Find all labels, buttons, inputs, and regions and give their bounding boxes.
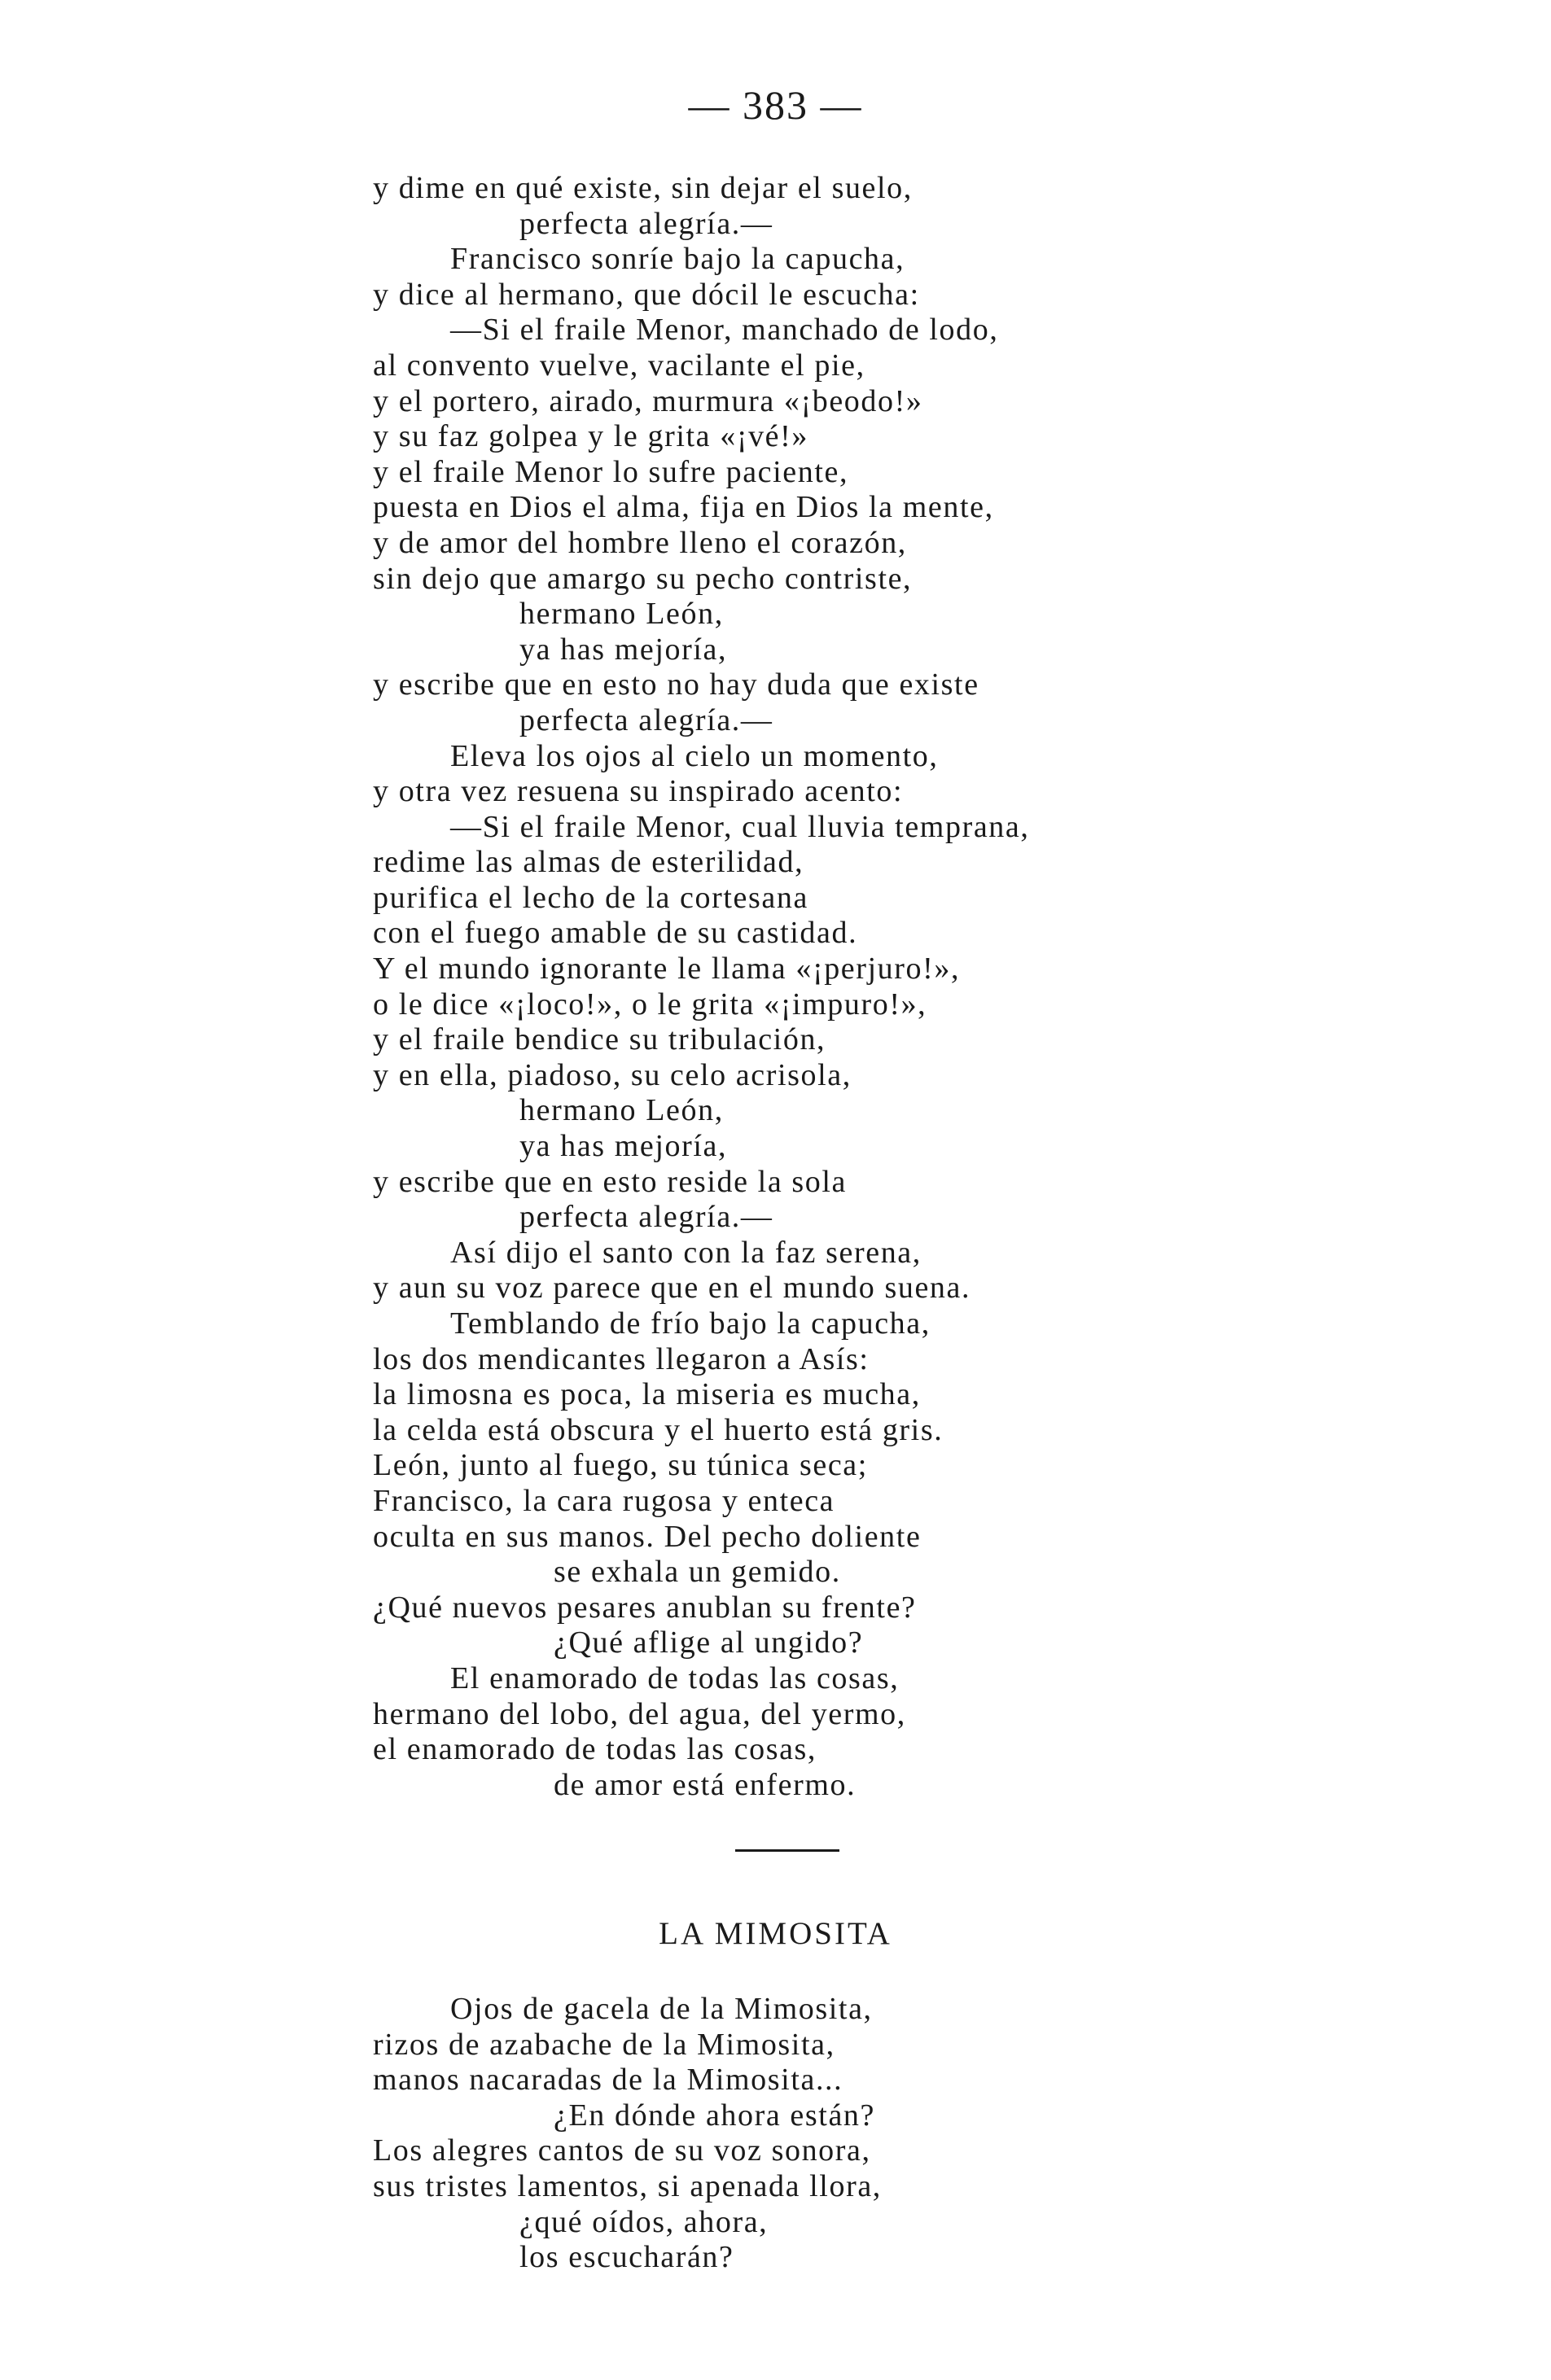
section-divider <box>735 1849 839 1852</box>
verse-line: puesta en Dios el alma, fija en Dios la mente, <box>373 490 994 525</box>
verse-line: —Si el fraile Menor, cual lluvia temprana, <box>450 809 1030 844</box>
verse-line: y escribe que en esto reside la sola <box>373 1164 848 1199</box>
verse-line: Francisco, la cara rugosa y enteca <box>373 1483 835 1518</box>
verse-line: la limosna es poca, la miseria es mucha, <box>373 1377 921 1412</box>
verse-line: rizos de azabache de la Mimosita, <box>373 2027 835 2062</box>
verse-line: perfecta alegría.— <box>519 1200 773 1235</box>
verse-line: y dice al hermano, que dócil le escucha: <box>373 277 920 312</box>
verse-line: y aun su voz parece que en el mundo suena. <box>373 1271 971 1306</box>
verse-line: la celda está obscura y el huerto está gris. <box>373 1412 944 1447</box>
section-title: LA MIMOSITA <box>659 1916 892 1951</box>
verse-line: hermano León, <box>519 1093 724 1128</box>
verse-line: Eleva los ojos al cielo un momento, <box>450 738 939 773</box>
verse-line: Los alegres cantos de su voz sonora, <box>373 2133 871 2168</box>
verse-line: y su faz golpea y le grita «¡vé!» <box>373 419 808 454</box>
page-number: — 383 — <box>688 82 863 128</box>
verse-line: y en ella, piadoso, su celo acrisola, <box>373 1057 852 1092</box>
verse-line: se exhala un gemido. <box>554 1555 841 1590</box>
verse-line: ya has mejoría, <box>519 1129 728 1164</box>
verse-line: y escribe que en esto no hay duda que existe <box>373 667 979 702</box>
verse-line: Así dijo el santo con la faz serena, <box>450 1235 922 1270</box>
verse-line: hermano del lobo, del agua, del yermo, <box>373 1696 906 1731</box>
verse-line: sin dejo que amargo su pecho contriste, <box>373 561 913 596</box>
verse-line: los escucharán? <box>519 2240 734 2275</box>
verse-line: ¿Qué nuevos pesares anublan su frente? <box>373 1590 917 1625</box>
verse-line: y de amor del hombre lleno el corazón, <box>373 525 907 560</box>
verse-line: ¿En dónde ahora están? <box>554 2098 875 2133</box>
verse-line: sus tristes lamentos, si apenada llora, <box>373 2168 882 2203</box>
verse-line: ¿Qué aflige al ungido? <box>554 1625 864 1660</box>
verse-line: y dime en qué existe, sin dejar el suelo, <box>373 171 913 205</box>
verse-line: Y el mundo ignorante le llama «¡perjuro!», <box>373 952 961 987</box>
verse-line: León, junto al fuego, su túnica seca; <box>373 1448 868 1483</box>
verse-line: y otra vez resuena su inspirado acento: <box>373 774 904 809</box>
verse-line: perfecta alegría.— <box>519 206 773 241</box>
verse-line: de amor está enfermo. <box>554 1767 857 1802</box>
verse-line: Ojos de gacela de la Mimosita, <box>450 1992 873 2026</box>
verse-line: los dos mendicantes llegaron a Asís: <box>373 1341 870 1376</box>
verse-line: el enamorado de todas las cosas, <box>373 1732 817 1767</box>
verse-line: redime las almas de esterilidad, <box>373 845 804 880</box>
verse-line: o le dice «¡loco!», o le grita «¡impuro!», <box>373 987 927 1022</box>
verse-line: Francisco sonríe bajo la capucha, <box>450 242 905 277</box>
verse-line: hermano León, <box>519 597 724 632</box>
verse-line: El enamorado de todas las cosas, <box>450 1660 900 1695</box>
verse-line: oculta en sus manos. Del pecho doliente <box>373 1519 922 1554</box>
verse-line: ¿qué oídos, ahora, <box>519 2204 769 2239</box>
verse-line: y el fraile Menor lo sufre paciente, <box>373 454 849 489</box>
verse-line: y el fraile bendice su tribulación, <box>373 1022 826 1057</box>
verse-line: Temblando de frío bajo la capucha, <box>450 1306 931 1341</box>
verse-line: ya has mejoría, <box>519 632 728 667</box>
verse-line: perfecta alegría.— <box>519 702 773 737</box>
verse-line: con el fuego amable de su castidad. <box>373 916 858 951</box>
verse-line: manos nacaradas de la Mimosita... <box>373 2063 843 2098</box>
poem-la-mimosita <box>373 1992 1187 2276</box>
verse-line: purifica el lecho de la cortesana <box>373 880 808 915</box>
verse-line: al convento vuelve, vacilante el pie, <box>373 348 865 383</box>
poem-francisco <box>373 171 1187 1803</box>
verse-line: y el portero, airado, murmura «¡beodo!» <box>373 383 923 418</box>
verse-line: —Si el fraile Menor, manchado de lodo, <box>450 313 999 348</box>
